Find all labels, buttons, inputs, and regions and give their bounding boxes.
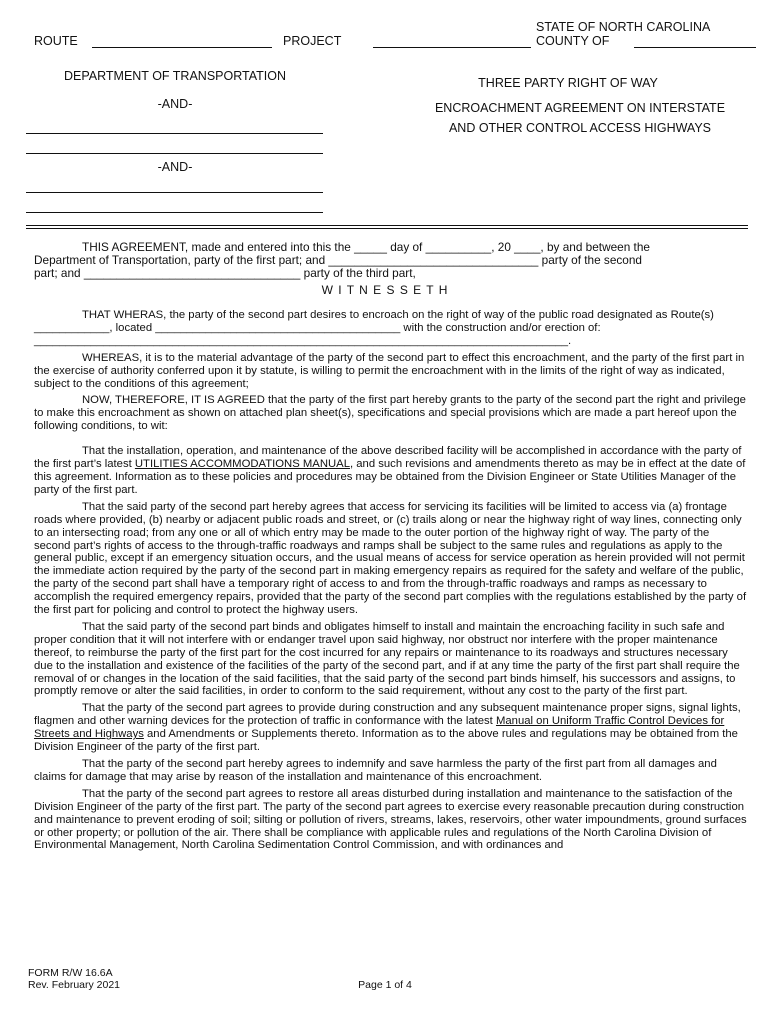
now-therefore-paragraph: NOW, THEREFORE, IT IS AGREED that the party of the first part hereby grants to the party of the second part the right and privilege to make this encroachment as shown on attached plan sheet(s), specifications and special provisions which are made a part hereof upon the following conditions, to wit:: [34, 394, 746, 433]
second-party-line-2[interactable]: [26, 153, 323, 154]
condition-paragraph-5: That the party of the second part hereby agrees to indemnify and save harmless the party of the first part from all damages and claims for damage that may arise by reason of the installation and maintenance of this encroachment.: [34, 758, 717, 783]
agreement-line-2: Department of Transportation, party of the first part; and ________________________________ party of the second: [34, 253, 642, 267]
condition-paragraph-2: That the said party of the second part hereby agrees that access for servicing its facilities will be limited to access via (a) frontage roads where provided, (b) nearby or adjacent public roads and street, or (c) trails along or near the highway right of way lines, connecting only to an intersecting road; from any one or all of which entry may be made to the outer portion of the highway right of way. The party of the second part’s rights of access to the through-traffic roadways and ramps shall be subject to the same rules and regulations as apply to the general public, except if an emergency situation occurs, and the usual means of access for service operation as herein provided will not permit the immediate action required by the party of the second part in making emergency repairs as required for the safety and welfare of the public, the party of the second part shall have a temporary right of access to and from the through-traffic roadways and ramps as necessary to accomplish the required emergency repairs, provided that the party of the second part complies with the regulations established by the party of the first part for policing and control to protect the highway users.: [34, 500, 747, 617]
condition-paragraph-3: That the said party of the second part binds and obligates himself to install and maintain the encroaching facility in such safe and proper condition that it will not interfere with or endanger travel upon said highway, nor obstruct nor interfere with the proper maintenance thereof, to reimburse the party of the first part for the cost incurred for any repairs or maintenance to its roadways and structures necessary due to the installation and existence of the facilities of the party of the second part, and if at any time the party of the first part shall require the removal of or changes in the location of the said facilities, that the said party of the second part binds himself, his successors and assigns, to promptly remove or alter the said facilities, in order to conform to the said requirement, without any cost to the party of the first part.: [34, 620, 740, 698]
second-party-line-1[interactable]: [26, 133, 323, 134]
condition-paragraph-6: That the party of the second part agrees to restore all areas disturbed during installation and maintenance to the satisfaction of the Division Engineer of the party of the first part. The party of the second part agrees to exercise every reasonable precaution during construction and maintenance to prevent eroding of soil; silting or pollution of rivers, streams, lakes, reservoirs, other water impoundments, ground surfaces or other property; or pollution of the air. There shall be compliance with applicable rules and regulations of the North Carolina Division of Environmental Management, North Carolina Sedimentation Control Commission, and with ordinances and: [34, 787, 747, 852]
department-heading: DEPARTMENT OF TRANSPORTATION: [63, 69, 286, 83]
project-field[interactable]: [373, 47, 531, 48]
mutcd-reference: Manual on Uniform Traffic Control Devices for Streets and Highways: [34, 715, 725, 741]
route-field[interactable]: [92, 47, 272, 48]
county-field[interactable]: [634, 47, 756, 48]
title-line-2: ENCROACHMENT AGREEMENT ON INTERSTATE: [434, 101, 726, 115]
third-party-line-1[interactable]: [26, 192, 323, 193]
form-number: FORM R/W 16.6A: [28, 967, 113, 979]
county-label: COUNTY OF: [536, 34, 610, 48]
agreement-line-3: part; and _________________________________ party of the third part,: [34, 266, 416, 280]
divider-rule-bottom: [26, 228, 748, 229]
agreement-line-1: THIS AGREEMENT, made and entered into this the _____ day of __________, 20 ____, by and between the: [82, 240, 650, 254]
revision-date: Rev. February 2021: [28, 979, 121, 991]
utilities-manual-reference: UTILITIES ACCOMMODATIONS MANUAL: [134, 458, 350, 471]
title-line-3: AND OTHER CONTROL ACCESS HIGHWAYS: [448, 121, 712, 135]
whereas-paragraph-1: THAT WHERAS, the party of the second part desires to encroach on the right of way of the public road designated as Route(s) ____________, located _______________________________________ with the construction and/or erection of: _____________________________________________________________________________________.: [34, 309, 714, 347]
route-label: ROUTE: [34, 34, 78, 48]
condition-4-text-b: and Amendments or Supplements thereto. Information as to the above rules and regulations may be obtained from the Division Engineer of the party of the first part.: [34, 728, 738, 754]
condition-paragraph-4: [34, 702, 748, 754]
agreement-body: [34, 309, 748, 852]
whereas-paragraph-2: WHEREAS, it is to the material advantage of the party of the second part to effect this encroachment, and the party of the first part in the exercise of authority conferred upon it by statute, is willing to permit the encroachment with in the limits of the right of way as indicated, subject to the conditions of this agreement;: [34, 351, 745, 390]
divider-rule-top: [26, 225, 748, 226]
and-separator-1: -AND-: [157, 97, 193, 111]
state-line: STATE OF NORTH CAROLINA: [536, 20, 711, 34]
witnesseth-heading: W I T N E S S E T H: [321, 283, 449, 297]
condition-1-text-b: , and such revisions and amendments thereto as may be in effect at the date of this agreement. Information as to these policies and procedures may be obtained from the Division Engineer or State Utilities Manager of the party of the first part.: [34, 458, 746, 496]
project-label: PROJECT: [283, 34, 342, 48]
third-party-line-2[interactable]: [26, 212, 323, 213]
title-line-1: THREE PARTY RIGHT OF WAY: [478, 76, 658, 90]
condition-1-text-a: That the installation, operation, and maintenance of the above described facility will be accomplished in accordance with the party of the first part’s latest: [34, 445, 742, 471]
page-number: Page 1 of 4: [358, 979, 412, 991]
condition-paragraph-1: [34, 445, 748, 497]
condition-4-text-a: That the party of the second part agrees to provide during construction and any subsequent maintenance proper signs, signal lights, flagmen and other warning devices for the protection of traffic in conformance with the latest: [34, 702, 741, 728]
and-separator-2: -AND-: [157, 160, 193, 174]
